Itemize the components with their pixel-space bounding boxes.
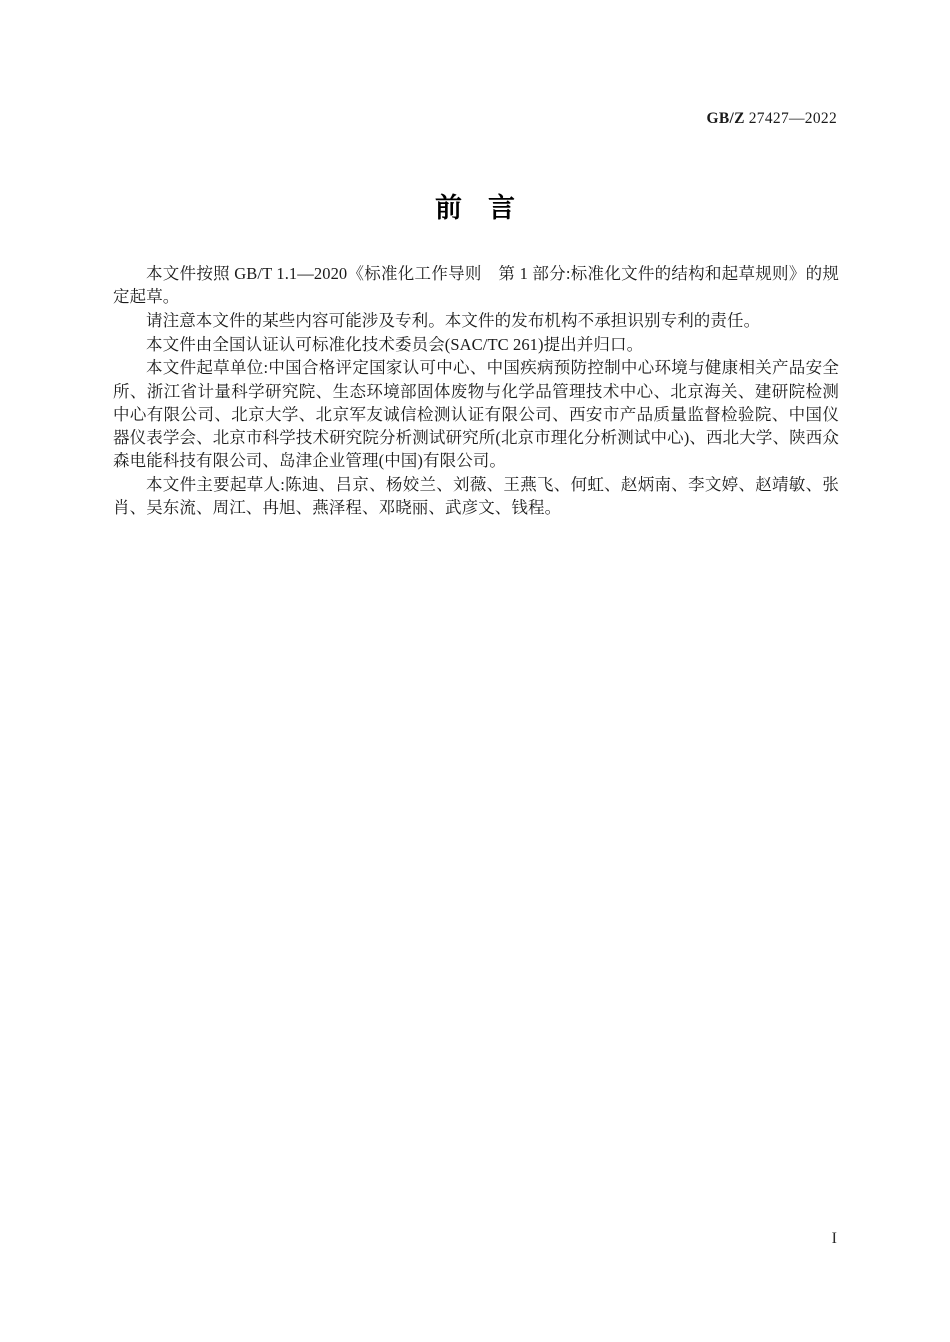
page-title: 前言 — [435, 193, 541, 224]
page-number: I — [831, 1230, 837, 1247]
foreword-paragraph-5: 本文件主要起草人:陈迪、吕京、杨姣兰、刘薇、王燕飞、何虹、赵炳南、李文婷、赵靖敏、张肖、吴东流、周江、冉旭、燕泽程、邓晓丽、武彦文、钱程。 — [113, 474, 839, 518]
foreword-paragraph-3: 本文件由全国认证认可标准化技术委员会(SAC/TC 261)提出并归口。 — [146, 334, 644, 354]
foreword-paragraph-1: 本文件按照 GB/T 1.1—2020《标准化工作导则 第 1 部分:标准化文件的结构和起草规则》的规定起草。 — [113, 264, 839, 307]
foreword-paragraph-4: 本文件起草单位:中国合格评定国家认可中心、中国疾病预防控制中心环境与健康相关产品安全所、浙江省计量科学研究院、生态环境部固体废物与化学品管理技术中心、北京海关、建研院检测中心有限公司、北京大学、北京军友诚信检测认证有限公司、西安市产品质量监督检验院、中国仪器仪表学会、北京市科学技术研究院分析测试研究所(北京市理化分析测试中心)、西北大学、陕西众森电能科技有限公司、岛津企业管理(中国)有限公司。 — [113, 358, 839, 471]
standard-code: GB/Z — [706, 110, 745, 127]
foreword-body — [113, 262, 839, 520]
standard-number: 27427—2022 — [748, 110, 837, 127]
running-header — [0, 110, 837, 128]
page-folio — [0, 1230, 837, 1248]
foreword-paragraph-2: 请注意本文件的某些内容可能涉及专利。本文件的发布机构不承担识别专利的责任。 — [146, 310, 761, 330]
